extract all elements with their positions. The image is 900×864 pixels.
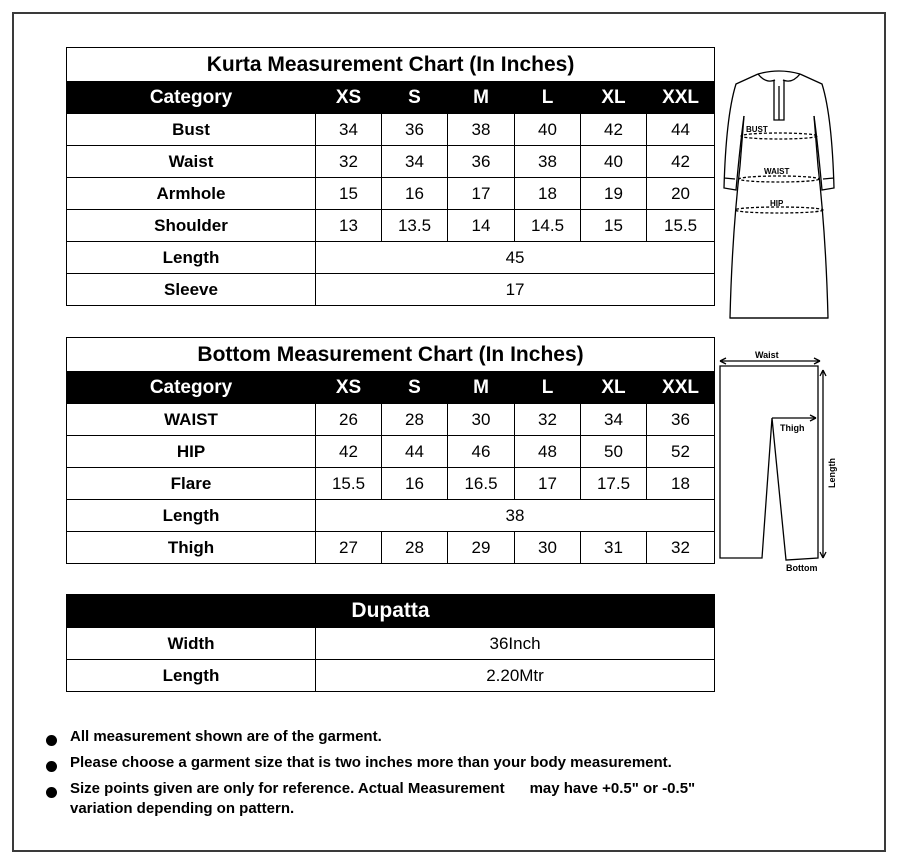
table-row: [67, 532, 715, 564]
note-text: All measurement shown are of the garment.: [70, 728, 382, 745]
kurta-measurement-table: [66, 47, 715, 306]
cell-value: 16.5: [448, 468, 515, 500]
cell-value: 46: [448, 436, 515, 468]
cell-value: 32: [316, 146, 382, 178]
row-label: Armhole: [67, 178, 316, 210]
cell-value: 42: [647, 146, 715, 178]
header-xs: XS: [316, 82, 382, 114]
kurta-waist-label: WAIST: [764, 167, 790, 176]
table-row: [67, 146, 715, 178]
cell-value: 36Inch: [316, 628, 715, 660]
row-label: Length: [67, 242, 316, 274]
list-item: [46, 779, 706, 817]
note-text: Please choose a garment size that is two inches more than your body measurement.: [70, 754, 672, 771]
cell-value: 15.5: [316, 468, 382, 500]
row-label: Bust: [67, 114, 316, 146]
cell-value: 28: [382, 404, 448, 436]
cell-value: 19: [581, 178, 647, 210]
bullet-icon: [46, 735, 57, 746]
row-label: WAIST: [67, 404, 316, 436]
cell-value: 36: [647, 404, 715, 436]
list-item: [46, 727, 706, 747]
cell-value: 27: [316, 532, 382, 564]
cell-value: 13.5: [382, 210, 448, 242]
bottom-table-title: Bottom Measurement Chart (In Inches): [67, 338, 715, 372]
header-l: L: [515, 82, 581, 114]
table-row: [67, 210, 715, 242]
cell-value: 36: [448, 146, 515, 178]
cell-value: 15: [581, 210, 647, 242]
cell-value: 45: [316, 242, 715, 274]
cell-value: 18: [647, 468, 715, 500]
cell-value: 28: [382, 532, 448, 564]
note-text: Size points given are only for reference. Actual Measurement may have +0.5" or -0.5" variation depending on pattern.: [70, 780, 700, 817]
dupatta-table: [66, 594, 715, 692]
header-m: M: [448, 82, 515, 114]
cell-value: 40: [581, 146, 647, 178]
cell-value: 34: [316, 114, 382, 146]
cell-value: 17.5: [581, 468, 647, 500]
cell-value: 32: [515, 404, 581, 436]
table-row: [67, 242, 715, 274]
row-label: Width: [67, 628, 316, 660]
kurta-bust-label: BUST: [746, 125, 768, 134]
bullet-icon: [46, 787, 57, 798]
cell-value: 17: [448, 178, 515, 210]
cell-value: 44: [382, 436, 448, 468]
cell-value: 20: [647, 178, 715, 210]
bullet-icon: [46, 761, 57, 772]
cell-value: 26: [316, 404, 382, 436]
cell-value: 40: [515, 114, 581, 146]
table-row: [67, 500, 715, 532]
kurta-illustration: [718, 66, 840, 322]
cell-value: 31: [581, 532, 647, 564]
kurta-table-title: Kurta Measurement Chart (In Inches): [67, 48, 715, 82]
table-row: [67, 628, 715, 660]
row-label: Thigh: [67, 532, 316, 564]
bottom-illustration: [712, 346, 842, 576]
row-label: Sleeve: [67, 274, 316, 306]
kurta-header-row: [67, 82, 715, 114]
header-s: S: [382, 372, 448, 404]
cell-value: 38: [448, 114, 515, 146]
bottom-header-row: [67, 372, 715, 404]
row-label: Waist: [67, 146, 316, 178]
cell-value: 50: [581, 436, 647, 468]
bottom-thigh-label: Thigh: [780, 423, 805, 433]
header-xl: XL: [581, 372, 647, 404]
table-row: [67, 436, 715, 468]
header-category: Category: [67, 372, 316, 404]
header-xxl: XXL: [647, 372, 715, 404]
cell-value: 48: [515, 436, 581, 468]
cell-value: 17: [515, 468, 581, 500]
row-label: Length: [67, 660, 316, 692]
table-row: [67, 660, 715, 692]
table-row: [67, 274, 715, 306]
cell-value: 16: [382, 468, 448, 500]
header-s: S: [382, 82, 448, 114]
cell-value: 18: [515, 178, 581, 210]
header-category: Category: [67, 82, 316, 114]
cell-value: 13: [316, 210, 382, 242]
header-xxl: XXL: [647, 82, 715, 114]
cell-value: 16: [382, 178, 448, 210]
header-xl: XL: [581, 82, 647, 114]
header-m: M: [448, 372, 515, 404]
cell-value: 52: [647, 436, 715, 468]
cell-value: 15: [316, 178, 382, 210]
cell-value: 36: [382, 114, 448, 146]
cell-value: 30: [448, 404, 515, 436]
cell-value: 17: [316, 274, 715, 306]
header-xs: XS: [316, 372, 382, 404]
row-label: Shoulder: [67, 210, 316, 242]
bottom-length-label: Length: [827, 458, 837, 488]
cell-value: 44: [647, 114, 715, 146]
table-row: [67, 468, 715, 500]
cell-value: 38: [515, 146, 581, 178]
cell-value: 2.20Mtr: [316, 660, 715, 692]
row-label: HIP: [67, 436, 316, 468]
cell-value: 32: [647, 532, 715, 564]
table-row: [67, 114, 715, 146]
list-item: [46, 753, 706, 773]
row-label: Flare: [67, 468, 316, 500]
dupatta-table-title: Dupatta: [67, 595, 715, 628]
cell-value: 34: [581, 404, 647, 436]
cell-value: 15.5: [647, 210, 715, 242]
notes-list: [46, 727, 706, 817]
cell-value: 30: [515, 532, 581, 564]
row-label: Length: [67, 500, 316, 532]
cell-value: 38: [316, 500, 715, 532]
cell-value: 42: [581, 114, 647, 146]
kurta-hip-label: HIP: [770, 199, 784, 208]
table-row: [67, 178, 715, 210]
bottom-bottom-label: Bottom: [786, 563, 818, 573]
cell-value: 29: [448, 532, 515, 564]
table-row: [67, 404, 715, 436]
header-l: L: [515, 372, 581, 404]
bottom-measurement-table: [66, 337, 715, 564]
cell-value: 14.5: [515, 210, 581, 242]
bottom-waist-label: Waist: [755, 350, 779, 360]
cell-value: 42: [316, 436, 382, 468]
cell-value: 14: [448, 210, 515, 242]
cell-value: 34: [382, 146, 448, 178]
